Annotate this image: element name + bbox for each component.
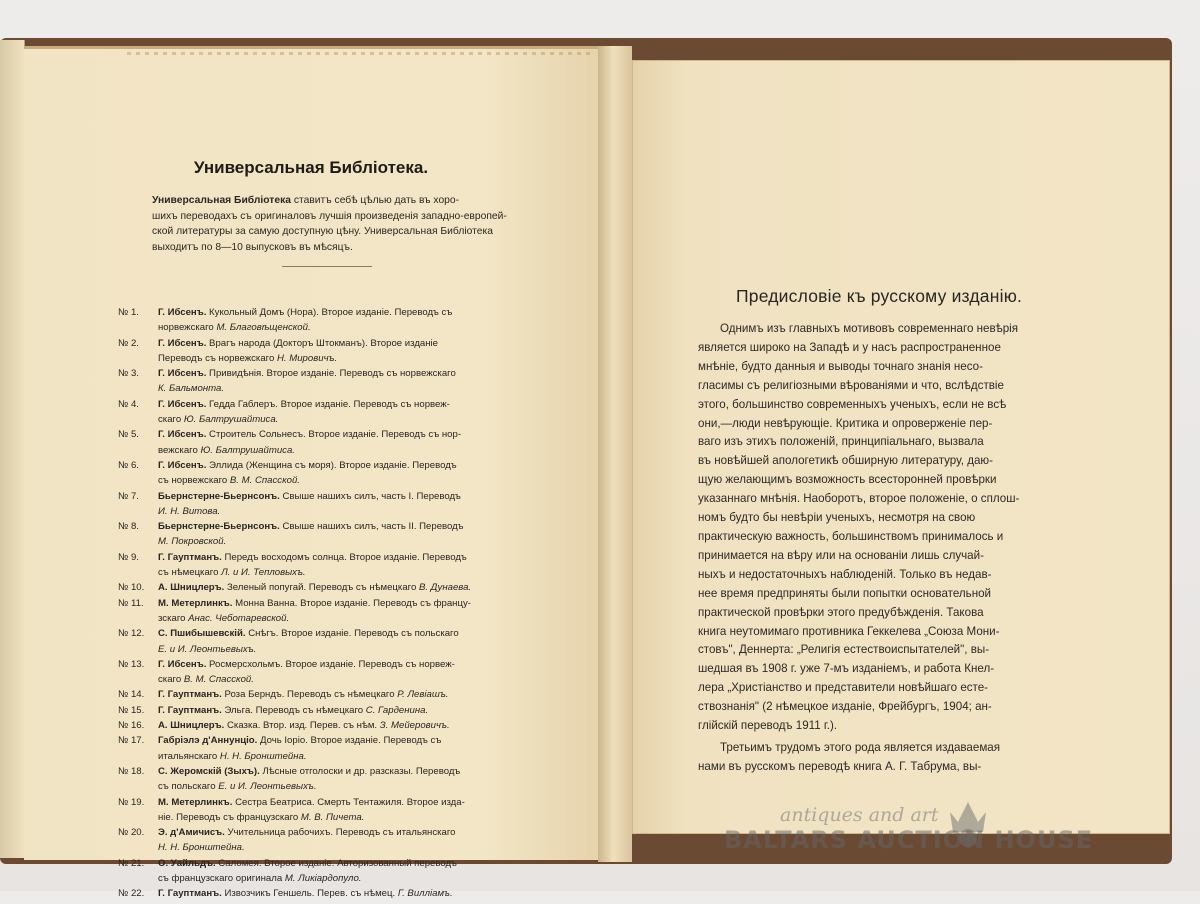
entry-number: № 16. (118, 720, 145, 732)
entry-continuation: зскаго (158, 612, 189, 624)
entry-line (158, 414, 278, 425)
entry-author: Г. Гауптманъ. (158, 551, 222, 563)
entry-number: № 1. (118, 307, 139, 318)
preface-line: въ новѣйшей апологетикѣ обширную литературу, даю- (698, 454, 993, 468)
entry-number: № 14. (118, 689, 145, 701)
entry-author: С. Жеромскій (Зыхъ). (158, 765, 260, 777)
entry-translator: Н. Н. Бронштейна. (158, 842, 245, 854)
entry-translator: Г. Вилліамъ. (397, 888, 453, 900)
intro-text: ставитъ себѣ цѣлью дать въ хоро- (290, 195, 460, 206)
entry-author: М. Метерлинкъ. (158, 796, 233, 808)
entry-line (158, 720, 450, 731)
entry-author: Г. Ибсенъ. (158, 459, 207, 471)
entry-number: № 19. (118, 796, 145, 808)
entry-author: Э. д'Амичисъ. (158, 827, 225, 839)
entry-translator: Ю. Балтрушайтиса. (200, 444, 295, 456)
entry-translator: М. В. Пичета. (300, 811, 365, 823)
catalog-entry (118, 460, 518, 491)
entry-line (158, 628, 459, 639)
intro-line: шихъ переводахъ съ оригиналовъ лучшія произведенія западно-европей- (152, 210, 507, 222)
preface-line: практическую важность, большинствомъ принималось и (698, 529, 1004, 543)
entry-author: Г. Ибсенъ. (158, 307, 207, 318)
catalog-entry (118, 858, 518, 889)
entry-number: № 9. (118, 551, 139, 563)
catalog-entry (118, 368, 518, 399)
entry-author: Г. Ибсенъ. (158, 368, 207, 380)
entry-title: Саломея. Второе изданіе. Авторизованный переводъ (215, 857, 457, 869)
entry-title: Эллида (Женщина съ моря). Второе изданіе. Переводъ (206, 459, 457, 471)
entry-author: А. Шницлеръ. (158, 720, 225, 732)
entry-title: Эльга. Переводъ съ нѣмецкаго (221, 704, 366, 716)
entry-line (158, 582, 471, 593)
entry-number: № 12. (118, 628, 145, 640)
preface-line: стовъ", Деннерта: „Религія естествоиспытателей", вы- (698, 643, 990, 657)
entry-author: Г. Гауптманъ. (158, 888, 222, 900)
preface-line: является широко на Западѣ и у насъ распространенное (698, 340, 1001, 354)
entry-line (158, 307, 452, 318)
entry-title: Снѣгъ. Второе изданіе. Переводъ съ польскаго (245, 628, 459, 640)
entry-number: № 3. (118, 368, 139, 380)
entry-continuation: скаго (158, 414, 184, 426)
entry-translator: И. Н. Витова. (158, 505, 221, 517)
preface-line: нами въ русскомъ переводѣ книга А. Г. Табрума, вы- (698, 759, 982, 773)
intro-line (152, 193, 500, 209)
entry-number: № 4. (118, 398, 139, 410)
entry-line (158, 827, 456, 838)
watermark-tagline: antiques and art (780, 804, 939, 826)
entry-line (158, 613, 289, 624)
entry-continuation: съ французскаго оригинала (158, 872, 285, 884)
preface-line: они,—люди невѣрующіе. Критика и опроверженіе пер- (698, 416, 993, 430)
entry-translator: Р. Левіашъ. (397, 689, 449, 701)
entry-continuation: съ польскаго (158, 781, 219, 793)
catalog-entry (118, 766, 518, 797)
entry-translator: С. Гарденина. (365, 704, 429, 716)
entry-line (158, 521, 464, 532)
entry-continuation: съ норвежскаго (158, 475, 230, 487)
entry-title: Росмерсхольмъ. Второе изданіе. Переводъ съ норвеж- (206, 658, 455, 670)
entry-line (158, 644, 256, 655)
entry-continuation: вежскаго (158, 444, 201, 456)
entry-translator: М. Благовѣщенской. (216, 322, 311, 334)
entry-line (158, 766, 460, 777)
entry-title: Извозчикъ Геншель. Перев. съ нѣмец. (221, 888, 398, 900)
entry-line (158, 598, 471, 609)
entry-number: № 5. (118, 429, 139, 441)
preface-line: гласимы съ религіозными вѣрованіями и что, вслѣдствіе (698, 378, 1004, 392)
entry-title: Роза Берндъ. Переводъ съ нѣмецкаго (221, 689, 398, 701)
catalog-entry (118, 491, 518, 522)
entry-translator: Анас. Чеботаревской. (188, 612, 290, 624)
library-heading: Универсальная Библіотека. (193, 158, 429, 177)
catalog-entry (118, 521, 518, 552)
entry-title: Гедда Габлеръ. Второе изданіе. Переводъ съ норвеж- (206, 398, 450, 410)
preface-line: номъ будто бы невѣріи ученыхъ, несмотря на свою (698, 511, 976, 525)
book-gutter (598, 46, 632, 862)
preface-line: ствознанія" (2 нѣмецкое изданіе, Фрейбургъ, 1904; ан- (698, 700, 992, 714)
entry-title: Строитель Сольнесъ. Второе изданіе. Переводъ съ нор- (206, 429, 462, 441)
preface-line: глійскій переводъ 1911 г.). (698, 719, 838, 733)
catalog-entry (118, 307, 518, 338)
catalog-entry (118, 628, 518, 659)
entry-line (158, 491, 461, 502)
entry-author: Г. Ибсенъ. (158, 398, 207, 410)
preface-heading: Предисловіе къ русскому изданію. (736, 286, 1023, 306)
preface-line: ваго изъ этихъ положеній, принципіальнаго, вызвала (698, 435, 984, 449)
preface-line: этого, большинство современныхъ ученыхъ, если не всѣ (698, 397, 1007, 411)
intro-library-name: Универсальная Библіотека (152, 195, 291, 206)
entry-author: Г. Ибсенъ. (158, 337, 207, 349)
catalog-entry (118, 705, 518, 720)
intro-line: выходитъ по 8—10 выпусковъ въ мѣсяцъ. (152, 241, 353, 253)
preface-line: книга неутомимаго противника Геккелева „Союза Мони- (698, 624, 1000, 638)
entry-author: Г. Ибсенъ. (158, 429, 207, 441)
preface-line: указаннаго мнѣнія. Наоборотъ, второе положеніе, о сплош- (698, 492, 1020, 506)
entry-number: № 22. (118, 888, 145, 900)
entry-title: Привидѣнія. Второе изданіе. Переводъ съ норвежскаго (206, 368, 456, 380)
preface-line: Третьимъ трудомъ этого рода является издаваемая (720, 740, 1001, 754)
entry-author: Г. Гауптманъ. (158, 704, 222, 716)
catalog-entry (118, 689, 518, 704)
entry-author: С. Пшибышевскій. (158, 628, 246, 640)
entry-line (158, 399, 450, 410)
catalog-entry (118, 338, 518, 369)
catalog-entry (118, 827, 518, 858)
entry-continuation: Переводъ съ норвежскаго (158, 352, 277, 364)
entry-line (158, 705, 428, 716)
entry-line (158, 751, 307, 762)
page-top-stain (127, 52, 592, 55)
entry-number: № 10. (118, 582, 145, 594)
entry-line (158, 888, 453, 899)
entry-number: № 8. (118, 521, 139, 533)
catalog-entry (118, 399, 518, 430)
entry-title: Передъ восходомъ солнца. Второе изданіе. Переводъ (221, 551, 467, 563)
entry-translator: Л. и И. Тепловыхъ. (221, 567, 306, 579)
preface-line: щую желающимъ возможность всесторонней провѣрки (698, 473, 997, 487)
catalog-entry (118, 659, 518, 690)
entry-translator: Е. и И. Леонтьевыхъ. (158, 643, 257, 655)
preface-body (698, 320, 1088, 777)
entry-line (158, 383, 224, 394)
entry-line (158, 735, 441, 746)
entry-title: Монна Ванна. Второе изданіе. Переводъ съ францу- (232, 597, 471, 609)
catalog-entry (118, 598, 518, 629)
preface-line: мнѣніе, будто данныя и выводы точнаго знанія несо- (698, 359, 983, 373)
entry-title: Зеленый попугай. Переводъ съ нѣмецкаго (224, 582, 419, 594)
entry-line (158, 873, 361, 884)
entry-author: А. Шницлеръ. (158, 582, 225, 594)
entry-line (158, 552, 467, 563)
page-edges-left (0, 40, 25, 858)
entry-title: Сестра Беатриса. Смерть Тентажиля. Второе изда- (232, 796, 465, 808)
entry-author: Г. Ибсенъ. (158, 658, 207, 670)
preface-line: ныхъ и недостаточныхъ наблюденій. Только въ недав- (698, 567, 992, 581)
entry-title: Кукольный Домъ (Нора). Второе изданіе. Переводъ съ (206, 307, 453, 318)
entry-continuation: съ нѣмецкаго (158, 567, 222, 579)
entry-line (158, 567, 306, 578)
catalog-entry (118, 429, 518, 460)
entry-line (158, 338, 438, 349)
entry-number: № 20. (118, 827, 145, 839)
divider-rule (282, 266, 372, 267)
preface-line: шедшая въ 1908 г. уже 7-мъ изданіемъ, и работа Кнел- (698, 662, 995, 676)
catalog-entry (118, 552, 518, 583)
watermark-brand: BALTARS AUCTION HOUSE (724, 826, 1094, 854)
entry-title: Сказка. Втор. изд. Перев. съ нѣм. (224, 720, 380, 732)
entry-author: Бьернстерне-Бьернсонъ. (158, 521, 280, 533)
entry-translator: К. Бальмонта. (158, 383, 224, 395)
catalog-entry (118, 582, 518, 597)
catalog-entry (118, 735, 518, 766)
catalog-entry (118, 720, 518, 735)
entry-line (158, 842, 245, 853)
entry-line (158, 674, 254, 685)
entry-line (158, 781, 317, 792)
entry-number: № 7. (118, 490, 139, 502)
entry-translator: Ю. Балтрушайтиса. (183, 414, 279, 426)
entry-title: Врагъ народа (Докторъ Штокманъ). Второе изданіе (206, 337, 439, 349)
entry-continuation: скаго (158, 674, 184, 686)
entry-line (158, 797, 465, 808)
entry-translator: В. Дунаева. (418, 582, 472, 594)
entry-translator: В. М. Спасской. (229, 475, 300, 487)
entry-line (158, 659, 455, 670)
entry-line (158, 812, 364, 823)
entry-line (158, 506, 220, 517)
entry-number: № 15. (118, 704, 145, 716)
preface-line: Однимъ изъ главныхъ мотивовъ современнаго невѣрія (720, 322, 1019, 335)
entry-author: О. Уайльдъ. (158, 857, 216, 869)
entry-translator: З. Мейеровичъ. (379, 720, 450, 732)
entry-line (158, 353, 337, 364)
entry-line (158, 460, 457, 471)
preface-line: нее время предприняты были попытки основательной (698, 586, 992, 600)
entry-author: М. Метерлинкъ. (158, 597, 233, 609)
entry-title: Дочь Іоріо. Второе изданіе. Переводъ съ (257, 735, 442, 747)
intro-line: ской литературы за самую доступную цѣну. Универсальная Библіотека (152, 226, 493, 237)
entry-title: Учительница рабочихъ. Переводъ съ итальянскаго (224, 827, 456, 839)
entry-number: № 6. (118, 459, 139, 471)
entry-line (158, 429, 461, 440)
entry-number: № 2. (118, 337, 139, 349)
entry-number: № 17. (118, 735, 145, 747)
preface-line: принимается на вѣру или на основаніи лишь случай- (698, 548, 984, 562)
entry-number: № 13. (118, 658, 145, 670)
preface-line: практической провѣрки этого предубѣжденія. Такова (698, 605, 984, 619)
entry-number: № 21. (118, 857, 145, 869)
entry-continuation: итальянскаго (158, 750, 220, 762)
preface-line: лера „Христіанство и представители новѣйшаго есте- (698, 681, 989, 695)
entry-translator: М. Покровской. (158, 536, 227, 548)
entry-line (158, 445, 295, 456)
entry-translator: В. М. Спасской. (183, 674, 254, 686)
entry-author: Габріэлэ д'Аннунціо. (158, 735, 258, 747)
entry-line (158, 322, 311, 333)
entry-number: № 18. (118, 765, 145, 777)
entry-translator: М. Ликіардопуло. (284, 872, 362, 884)
entry-translator: Н. Н. Бронштейна. (219, 750, 307, 762)
entry-author: Бьернстерне-Бьернсонъ. (158, 490, 280, 502)
entry-line (158, 536, 226, 547)
entry-line (158, 368, 456, 379)
entry-title: Лѣсные отголоски и др. разсказы. Переводъ (259, 765, 461, 777)
entry-translator: Е. и И. Леонтьевыхъ. (218, 781, 317, 793)
entry-line (158, 475, 300, 486)
entry-continuation: ніе. Переводъ съ французскаго (158, 811, 301, 823)
entry-title: Свыше нашихъ силъ, часть II. Переводъ (279, 521, 464, 533)
entry-line (158, 858, 457, 869)
library-intro (152, 193, 507, 255)
entry-number: № 11. (118, 597, 144, 609)
entry-continuation: норвежскаго (158, 322, 217, 334)
entry-line (158, 689, 448, 700)
catalog-list (118, 307, 518, 904)
entry-author: Г. Гауптманъ. (158, 689, 222, 701)
entry-title: Свыше нашихъ силъ, часть I. Переводъ (279, 490, 461, 502)
entry-translator: Н. Мировичъ. (276, 352, 338, 364)
catalog-entry (118, 797, 518, 828)
